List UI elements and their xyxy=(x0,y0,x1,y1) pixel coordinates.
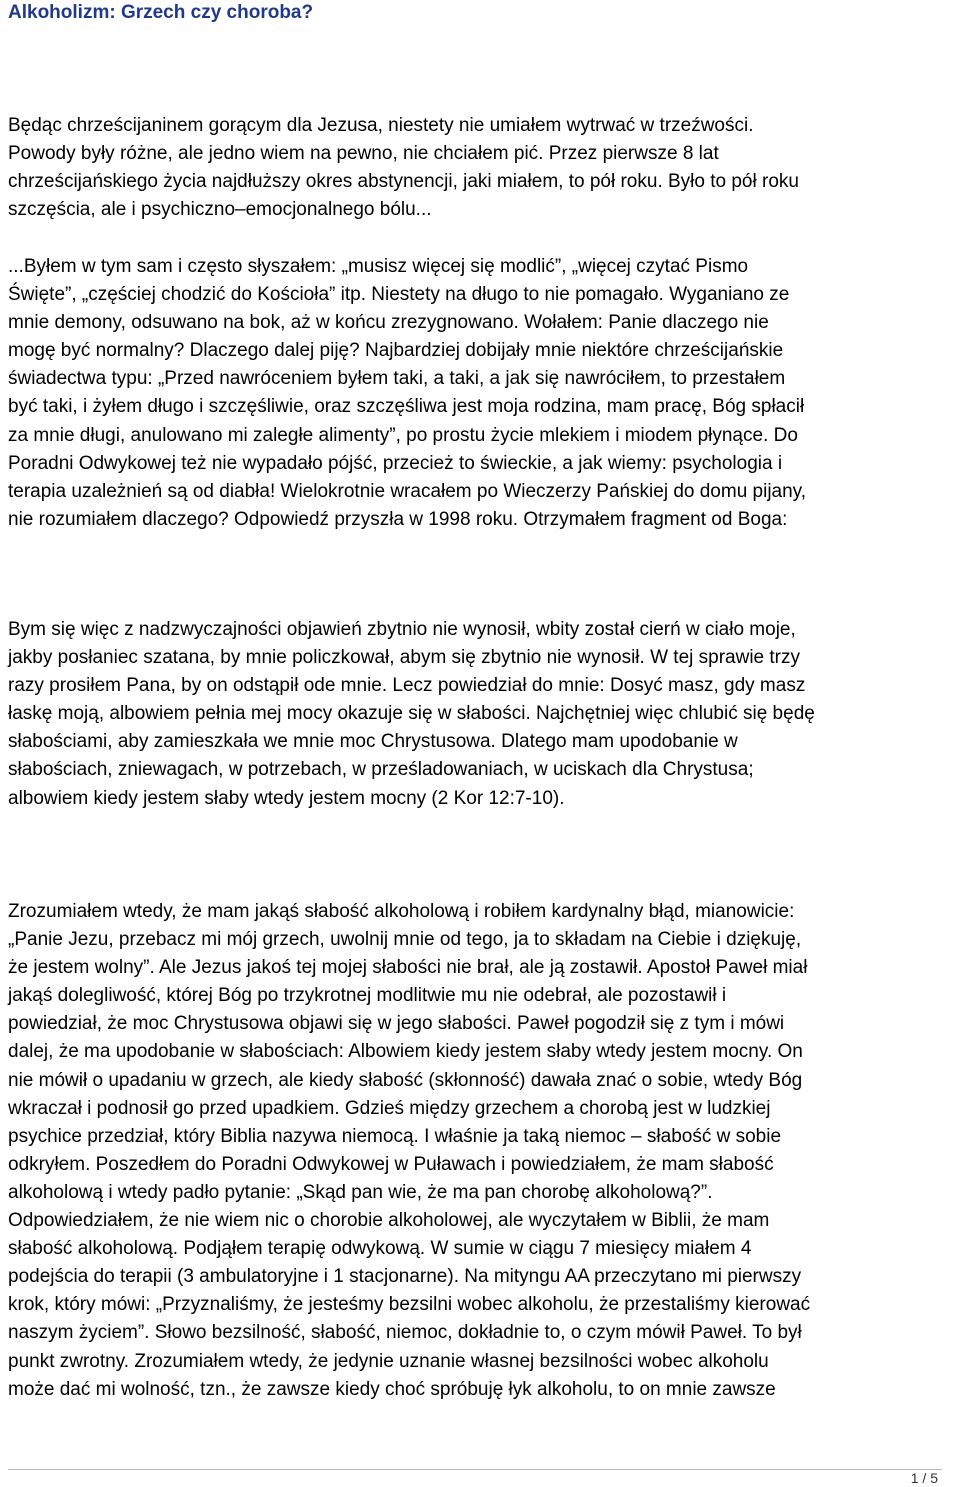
document-title: Alkoholizm: Grzech czy choroba? xyxy=(8,2,314,23)
paragraph-scripture-quote: Bym się więc z nadzwyczajności objawień zbytnio nie wynosił, wbity został cierń w ciało moje, jakby posłaniec szatana, by mnie policzkował, abym się zbytnio nie wynosił. W tej sprawie trzy razy prosiłem Pana, by on odstąpił ode mnie. Lecz powiedział do mnie: Dosyć masz, gdy masz łaskę moją, albowiem pełnia mej mocy okazuje się w słabości. Najchętniej więc chlubić się będę słabościami, aby zamieszkała we mnie moc Chrystusowa. Dlatego mam upodobanie w słabościach, zniewagach, w potrzebach, w prześladowaniach, w uciskach dla Chrystusa; albowiem kiedy jestem słaby wtedy jestem mocny (2 Kor 12:7-10). xyxy=(8,619,815,809)
page-number: 1 / 5 xyxy=(910,1470,938,1486)
paragraph-struggle: ...Byłem w tym sam i często słyszałem: „musisz więcej się modlić”, „więcej czytać Pismo Święte”, „częściej chodzić do Kościoła” itp. Niestety na długo to nie pomagało. Wyganiano ze mnie demony, odsuwano na bok, aż w końcu zrezygnowano. Wołałem: Panie dlaczego nie mogę być normalny? Dlaczego dalej piję? Najbardziej dobijały mnie niektóre chrześcijańskie świadectwa typu: „Przed nawróceniem byłem taki, a taki, a jak się nawróciłem, to przestałem być taki, i żyłem długo i szczęśliwie, oraz szczęśliwa jest moja rodzina, mam pracę, Bóg spłacił za mnie długi, anulowano mi zaległe alimenty”, po prostu życie mlekiem i miodem płynące. Do Poradni Odwykowej też nie wypadało pójść, przecież to świeckie, a jak wiemy: psychologia i terapia uzależnień są od diabła! Wielokrotnie wracałem po Wieczerzy Pańskiej do domu pijany, nie rozumiałem dlaczego? Odpowiedź przyszła w 1998 roku. Otrzymałem fragment od Boga: xyxy=(8,256,807,530)
footer-divider xyxy=(8,1469,942,1470)
paragraph-intro: Będąc chrześcijaninem gorącym dla Jezusa, niestety nie umiałem wytrwać w trzeźwości. Powody były różne, ale jedno wiem na pewno, nie chciałem pić. Przez pierwsze 8 lat chrześcijańskiego życia najdłuższy okres abstynencji, jaki miałem, to pół roku. Było to pół roku szczęścia, ale i psychiczno–emocjonalnego bólu... xyxy=(8,115,799,221)
paragraph-realization: Zrozumiałem wtedy, że mam jakąś słabość alkoholową i robiłem kardynalny błąd, mianowicie: „Panie Jezu, przebacz mi mój grzech, uwolnij mnie od tego, ja to składam na Ciebie i dziękuję, że jestem wolny”. Ale Jezus jakoś tej mojej słabości nie brał, ale ją zostawił. Apostoł Paweł miał jakąś dolegliwość, której Bóg po trzykrotnej modlitwie mu nie odebrał, ale pozostawił i powiedział, że moc Chrystusowa objawi się w jego słabości. Paweł pogodził się z tym i mówi dalej, że ma upodobanie w słabościach: Albowiem kiedy jestem słaby wtedy jestem mocny. On nie mówił o upadaniu w grzech, ale kiedy słabość (skłonność) dawała znać o sobie, wtedy Bóg wkraczał i podnosił go przed upadkiem. Gdzieś między grzechem a chorobą jest w ludzkiej psychice przedział, który Biblia nazywa niemocą. I właśnie ja taką niemoc – słabość w sobie odkryłem. Poszedłem do Poradni Odwykowej w Puławach i powiedziałem, że mam słabość alkoholową i wtedy padło pytanie: „Skąd pan wie, że ma pan chorobę alkoholową?”. Odpowiedziałem, że nie wiem nic o chorobie alkoholowej, ale wyczytałem w Biblii, że mam słabość alkoholową. Podjąłem terapię odwykową. W sumie w ciągu 7 miesięcy miałem 4 podejścia do terapii (3 ambulatoryjne i 1 stacjonarne). Na mityngu AA przeczytano mi pierwszy krok, który mówi: „Przyznaliśmy, że jesteśmy bezsilni wobec alkoholu, że przestaliśmy kierować naszym życiem”. Słowo bezsilność, słabość, niemoc, dokładnie to, o czym mówił Paweł. To był punkt zwrotny. Zrozumiałem wtedy, że jedynie uznanie własnej bezsilności wobec alkoholu może dać mi wolność, tzn., że zawsze kiedy choć spróbuję łyk alkoholu, to on mnie zawsze xyxy=(8,901,811,1400)
